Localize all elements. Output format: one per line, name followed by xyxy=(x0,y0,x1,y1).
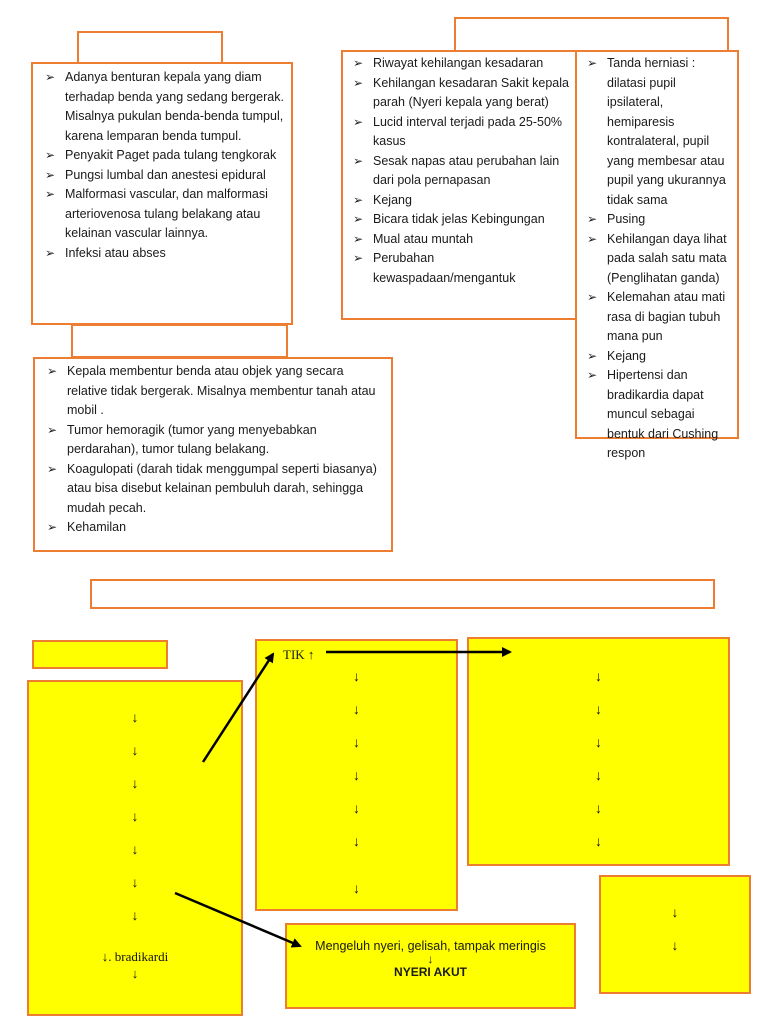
list-item: ➢ Kehilangan kesadaran Sakit kepala parah (Nyeri kepala yang berat) xyxy=(349,74,570,113)
list-item: ➢ Mual atau muntah xyxy=(349,230,570,250)
causes-list-2 xyxy=(43,362,385,538)
list-item: ➢ Adanya benturan kepala yang diam terhadap benda yang sedang bergerak. Misalnya pukulan benda-benda tumpul, karena lemparan benda tumpul. xyxy=(41,68,285,146)
list-item: ➢ Tumor hemoragik (tumor yang menyebabkan perdarahan), tumor tulang belakang. xyxy=(43,421,385,460)
down-arrow: ↓ xyxy=(595,670,602,685)
symptoms-box-1 xyxy=(341,50,578,320)
connector-box-left xyxy=(71,324,288,358)
list-item: ➢ Sesak napas atau perubahan lain dari pola pernapasan xyxy=(349,152,570,191)
symptoms-list-1 xyxy=(349,54,570,288)
list-item: ➢ Malformasi vascular, dan malformasi arteriovenosa tulang belakang atau kelainan vascular lainnya. xyxy=(41,185,285,244)
causes-box-2 xyxy=(33,357,393,552)
list-item: ➢ Tanda herniasi : dilatasi pupil ipsilateral, hemiparesis kontralateral, pupil yang membesar atau pupil yang ukurannya tidak sama xyxy=(583,54,733,210)
symptoms-box-2 xyxy=(575,50,739,460)
down-arrow: ↓ xyxy=(671,939,679,954)
arrow-column-small xyxy=(601,897,749,963)
down-arrow: ↓ xyxy=(131,744,139,759)
list-item: ➢ Bicara tidak jelas Kebingungan xyxy=(349,210,570,230)
bradikardi-label: ↓. bradikardi xyxy=(101,949,169,964)
list-item: ➢ Perubahan kewaspadaan/mengantuk xyxy=(349,249,570,288)
down-arrow: ↓ xyxy=(353,802,360,817)
down-arrow: ↓ xyxy=(131,711,139,726)
list-item: ➢ Riwayat kehilangan kesadaran xyxy=(349,54,570,74)
list-item: ➢ Kejang xyxy=(349,191,570,211)
down-arrow: ↓ xyxy=(671,906,679,921)
down-arrow: ↓ xyxy=(131,909,139,924)
list-item: ➢ Kepala membentur benda atau objek yang secara relative tidak bergerak. Misalnya membentur tanah atau mobil . xyxy=(43,362,385,421)
tik-label: TIK ↑ xyxy=(283,647,315,662)
down-arrow: ↓ xyxy=(353,736,360,751)
list-item: ➢ Pungsi lumbal dan anestesi epidural xyxy=(41,166,285,186)
down-arrow: ↓ xyxy=(595,835,602,850)
nyeri-akut-box xyxy=(285,923,576,1009)
flow-box-right xyxy=(467,637,730,866)
arrow-column-left xyxy=(29,702,241,933)
down-arrow: ↓ xyxy=(131,966,139,981)
causes-box-1 xyxy=(31,62,293,325)
down-arrow: ↓ xyxy=(353,835,360,850)
down-arrow: ↓ xyxy=(595,769,602,784)
down-arrow: ↓ xyxy=(595,802,602,817)
title-box-right xyxy=(454,17,729,52)
title-box-left xyxy=(77,31,223,64)
down-arrow: ↓ xyxy=(353,882,360,897)
list-item: ➢ Lucid interval terjadi pada 25-50% kasus xyxy=(349,113,570,152)
causes-list-1 xyxy=(41,68,285,263)
down-arrow: ↓ xyxy=(353,703,360,718)
list-item: ➢ Koagulopati (darah tidak menggumpal seperti biasanya) atau bisa disebut kelainan pembuluh darah, sehingga mudah pecah. xyxy=(43,460,385,519)
list-item: ➢ Kejang xyxy=(583,347,733,367)
down-arrow: ↓ xyxy=(131,876,139,891)
flow-box-small-right xyxy=(599,875,751,994)
flow-box-left xyxy=(27,680,243,1016)
down-arrow: ↓ xyxy=(353,670,360,685)
flow-header-small xyxy=(32,640,168,669)
down-arrow: ↓ xyxy=(353,769,360,784)
down-arrow: ↓ xyxy=(131,810,139,825)
down-arrow: ↓ xyxy=(427,952,434,966)
flow-box-tik xyxy=(255,639,458,911)
bradikardi-block xyxy=(29,948,241,982)
symptoms-list-2 xyxy=(583,54,733,464)
down-arrow: ↓ xyxy=(131,843,139,858)
list-item: ➢ Pusing xyxy=(583,210,733,230)
list-item: ➢ Kehamilan xyxy=(43,518,385,538)
nyeri-symptoms-text: Mengeluh nyeri, gelisah, tampak meringis xyxy=(315,939,546,953)
list-item: ➢ Infeksi atau abses xyxy=(41,244,285,264)
list-item: ➢ Hipertensi dan bradikardia dapat muncul sebagai bentuk dari Cushing respon xyxy=(583,366,733,464)
arrow-column-tik xyxy=(257,661,456,906)
list-item: ➢ Penyakit Paget pada tulang tengkorak xyxy=(41,146,285,166)
down-arrow: ↓ xyxy=(595,736,602,751)
nyeri-akut-title: NYERI AKUT xyxy=(394,965,467,979)
list-item: ➢ Kehilangan daya lihat pada salah satu mata (Penglihatan ganda) xyxy=(583,230,733,289)
pathway-title-bar xyxy=(90,579,715,609)
arrow-column-right xyxy=(469,661,728,859)
list-item: ➢ Kelemahan atau mati rasa di bagian tubuh mana pun xyxy=(583,288,733,347)
down-arrow: ↓ xyxy=(595,703,602,718)
down-arrow: ↓ xyxy=(131,777,139,792)
